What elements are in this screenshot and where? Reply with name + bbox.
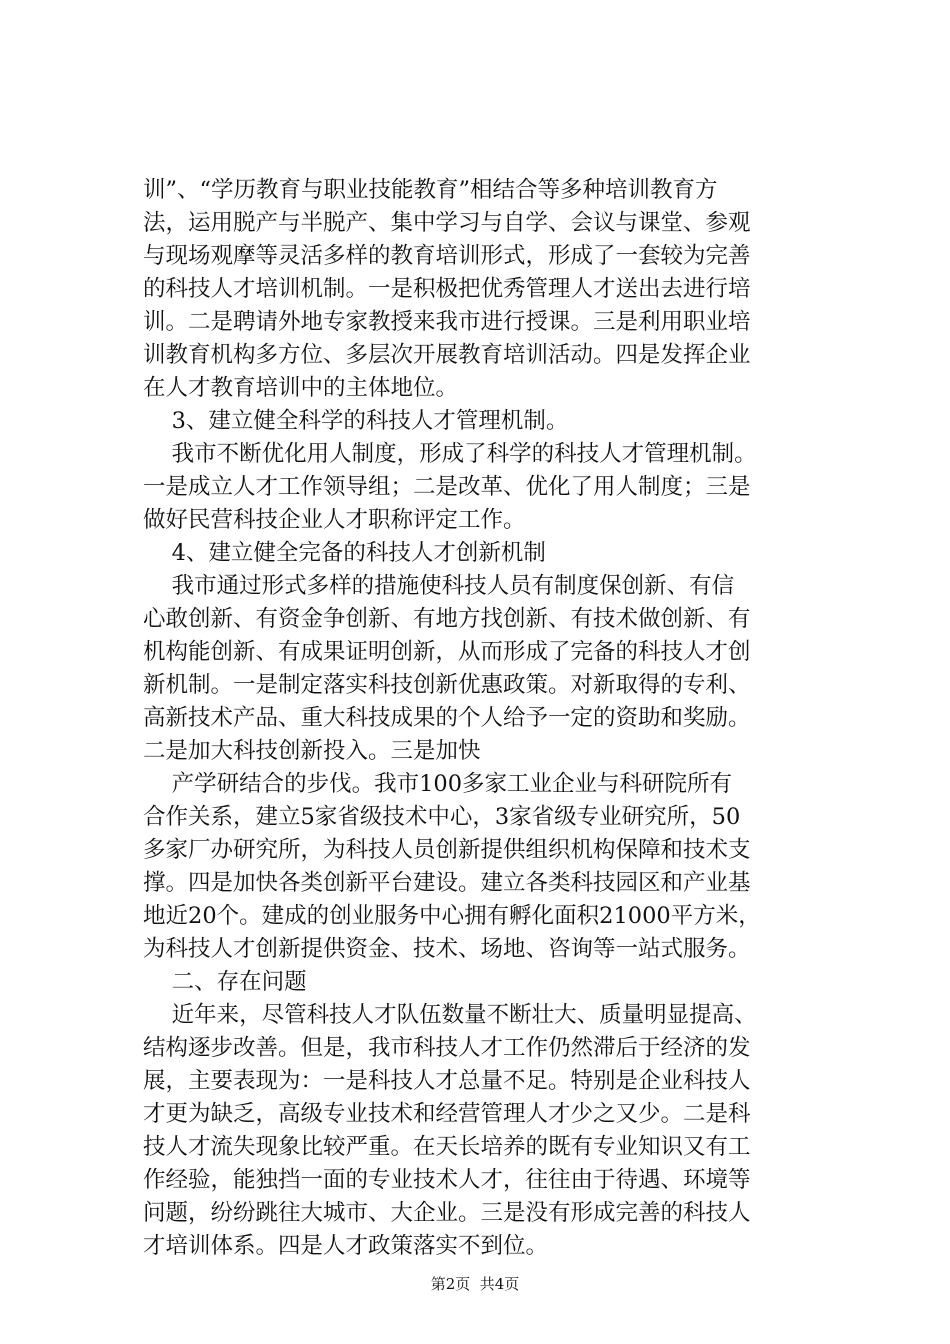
text-line: 作经验，能独挡一面的专业技术人才，往往由于待遇、环境等 <box>143 1167 751 1193</box>
text-line: 做好民营科技企业人才职称评定工作。 <box>143 507 526 533</box>
text-line: 结构逐步改善。但是，我市科技人才工作仍然滞后于经济的发 <box>143 1035 751 1061</box>
section-heading: 3、建立健全科学的科技人才管理机制。 <box>143 408 569 434</box>
text-line: 训”、“学历教育与职业技能教育”相结合等多种培训教育方 <box>143 177 718 203</box>
text-line: 多家厂办研究所，为科技人员创新提供组织机构保障和技术支 <box>143 837 751 863</box>
text-line: 问题，纷纷跳往大城市、大企业。三是没有形成完善的科技人 <box>143 1200 751 1226</box>
text-line: 一是成立人才工作领导组；二是改革、优化了用人制度；三是 <box>143 474 751 500</box>
text-line: 高新技术产品、重大科技成果的个人给予一定的资助和奖励。 <box>143 705 751 731</box>
text-line: 我市通过形式多样的措施使科技人员有制度保创新、有信 <box>143 573 735 599</box>
text-line: 展，主要表现为：一是科技人才总量不足。特别是企业科技人 <box>143 1068 751 1094</box>
text-line: 训教育机构多方位、多层次开展教育培训活动。四是发挥企业 <box>143 342 751 368</box>
document-body <box>143 174 843 1263</box>
text-line: 地近20个。建成的创业服务中心拥有孵化面积21000平方米， <box>143 903 761 929</box>
text-line: 我市不断优化用人制度，形成了科学的科技人才管理机制。 <box>143 441 757 467</box>
text-line: 才更为缺乏，高级专业技术和经营管理人才少之又少。二是科 <box>143 1101 751 1127</box>
text-line: 训。二是聘请外地专家教授来我市进行授课。三是利用职业培 <box>143 309 751 335</box>
text-line: 在人才教育培训中的主体地位。 <box>143 375 459 401</box>
text-line: 机构能创新、有成果证明创新，从而形成了完备的科技人才创 <box>143 639 751 665</box>
text-line: 合作关系，建立5家省级技术中心，3家省级专业研究所，50 <box>143 804 741 830</box>
text-line: 产学研结合的步伐。我市100多家工业企业与科研院所有 <box>143 771 733 797</box>
text-line: 法，运用脱产与半脱产、集中学习与自学、会议与课堂、参观 <box>143 210 751 236</box>
section-heading: 二、存在问题 <box>143 969 307 995</box>
text-line: 撑。四是加快各类创新平台建设。建立各类科技园区和产业基 <box>143 870 751 896</box>
text-line: 二是加大科技创新投入。三是加快 <box>143 738 481 764</box>
page-number-footer: 第2页 共4页 <box>430 1275 520 1293</box>
text-line: 为科技人才创新提供资金、技术、场地、咨询等一站式服务。 <box>143 936 751 962</box>
text-line: 与现场观摩等灵活多样的教育培训形式，形成了一套较为完善 <box>143 243 751 269</box>
section-heading: 4、建立健全完备的科技人才创新机制 <box>143 540 546 566</box>
text-line: 新机制。一是制定落实科技创新优惠政策。对新取得的专利、 <box>143 672 751 698</box>
text-line: 才培训体系。四是人才政策落实不到位。 <box>143 1233 549 1259</box>
text-line: 心敢创新、有资金争创新、有地方找创新、有技术做创新、有 <box>143 606 751 632</box>
text-line: 的科技人才培训机制。一是积极把优秀管理人才送出去进行培 <box>143 276 751 302</box>
text-line: 近年来，尽管科技人才队伍数量不断壮大、质量明显提高、 <box>143 1002 757 1028</box>
text-line: 技人才流失现象比较严重。在天长培养的既有专业知识又有工 <box>143 1134 751 1160</box>
